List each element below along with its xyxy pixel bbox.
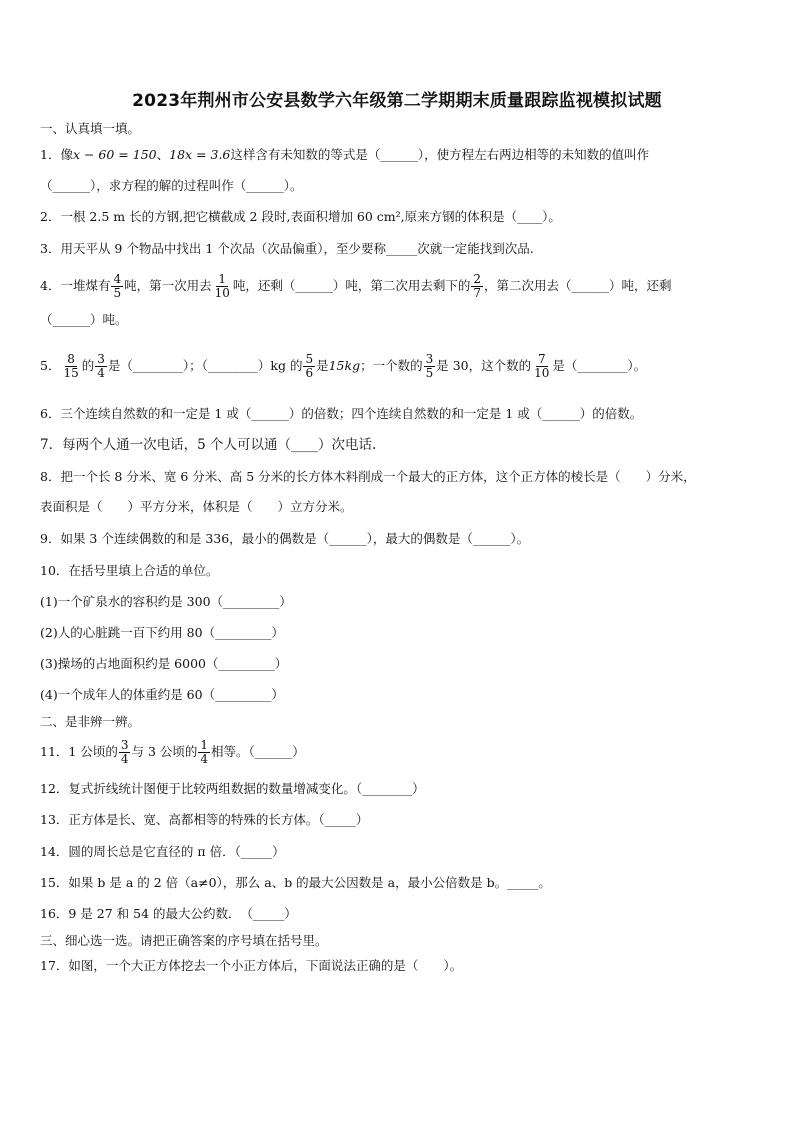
question-10-stem: 10．在括号里填上合适的单位。 — [40, 563, 219, 578]
question-8-line-2: 表面积是（ ）平方分米，体积是（ ）立方分米。 — [40, 499, 353, 514]
question-13: 13．正方体是长、宽、高都相等的特殊的长方体。（_____） — [40, 812, 369, 827]
fraction: $\frac{1}{10}$ — [214, 272, 230, 300]
question-9: 9．如果 3 个连续偶数的和是 336，最小的偶数是（______），最大的偶数是（______）。 — [40, 531, 530, 546]
question-10-item-4: (4)一个成年人的体重约是 60（_________） — [40, 687, 284, 702]
question-3: 3．用天平从 9 个物品中找出 1 个次品（次品偏重），至少要称_____次就一定能找到次品. — [40, 241, 534, 256]
question-5: 5． $\frac{8}{15}$ 的 $\frac{3}{4}$ 是（________）；（________）kg 的 $\frac{5}{6}$ 是15kg；一个数的 $\frac{3}{5}$ 是 30，这个数的 $\frac{7}{10}$ 是（________）。 — [40, 352, 647, 380]
question-2: 2．一根 2.5 m 长的方钢,把它横截成 2 段时,表面积增加 60 cm²,原来方钢的体积是（____）。 — [40, 209, 561, 224]
question-10-item-3: (3)操场的占地面积约是 6000（_________） — [40, 656, 288, 671]
fraction: $\frac{2}{7}$ — [473, 272, 482, 300]
fraction: $\frac{8}{15}$ — [63, 352, 79, 380]
fraction: $\frac{4}{5}$ — [113, 272, 122, 300]
section-heading-1: 一、认真填一填。 — [40, 121, 141, 136]
question-10-item-1: (1)一个矿泉水的容积约是 300（_________） — [40, 594, 292, 609]
question-8-line-1: 8．把一个长 8 分米、宽 6 分米、高 5 分米的长方体木料削成一个最大的正方体，这个正方体的棱长是（ ）分米， — [40, 469, 696, 484]
question-4-line-1: 4．一堆煤有 $\frac{4}{5}$ 吨，第一次用去 $\frac{1}{10}$ 吨，还剩（______）吨，第二次用去剩下的 $\frac{2}{7}$ ，第二次用去（______）吨，还剩 — [40, 272, 672, 300]
question-11: 11．1 公顷的 $\frac{3}{4}$ 与 3 公顷的 $\frac{1}{4}$ 相等。（______） — [40, 738, 305, 766]
section-heading-2: 二、是非辨一辨。 — [40, 714, 141, 729]
fraction: $\frac{7}{10}$ — [534, 352, 550, 380]
question-12: 12．复式折线统计图便于比较两组数据的数量增减变化。（________） — [40, 781, 425, 796]
fraction: $\frac{1}{4}$ — [200, 738, 209, 766]
question-7: 7．每两个人通一次电话，5 个人可以通（____）次电话. — [40, 437, 377, 453]
fraction: $\frac{5}{6}$ — [305, 352, 314, 380]
question-10-item-2: (2)人的心脏跳一百下约用 80（_________） — [40, 625, 284, 640]
question-17: 17．如图，一个大正方体挖去一个小正方体后，下面说法正确的是（ ）。 — [40, 958, 463, 973]
fraction: $\frac{3}{4}$ — [120, 738, 129, 766]
question-1-line-1: 1．像x − 60 = 150、18x = 3.6这样含有未知数的等式是（______），使方程左右两边相等的未知数的值叫作 — [40, 147, 650, 162]
fraction: $\frac{3}{4}$ — [97, 352, 105, 380]
question-4-line-2: （______）吨。 — [40, 312, 128, 327]
question-14: 14．圆的周长总是它直径的 π 倍．（_____） — [40, 844, 285, 859]
question-1-line-2: （______），求方程的解的过程叫作（______）。 — [40, 178, 303, 193]
question-15: 15．如果 b 是 a 的 2 倍（a≠0），那么 a、b 的最大公因数是 a，最小公倍数是 b。_____。 — [40, 875, 551, 890]
fraction: $\frac{3}{5}$ — [425, 352, 434, 380]
section-heading-3: 三、细心选一选。请把正确答案的序号填在括号里。 — [40, 933, 328, 948]
page-title: 2023年荆州市公安县数学六年级第二学期期末质量跟踪监视模拟试题 — [132, 91, 662, 111]
question-16: 16．9 是 27 和 54 的最大公约数． （_____） — [40, 906, 297, 921]
question-6: 6．三个连续自然数的和一定是 1 或（______）的倍数；四个连续自然数的和一定是 1 或（______）的倍数。 — [40, 406, 643, 421]
